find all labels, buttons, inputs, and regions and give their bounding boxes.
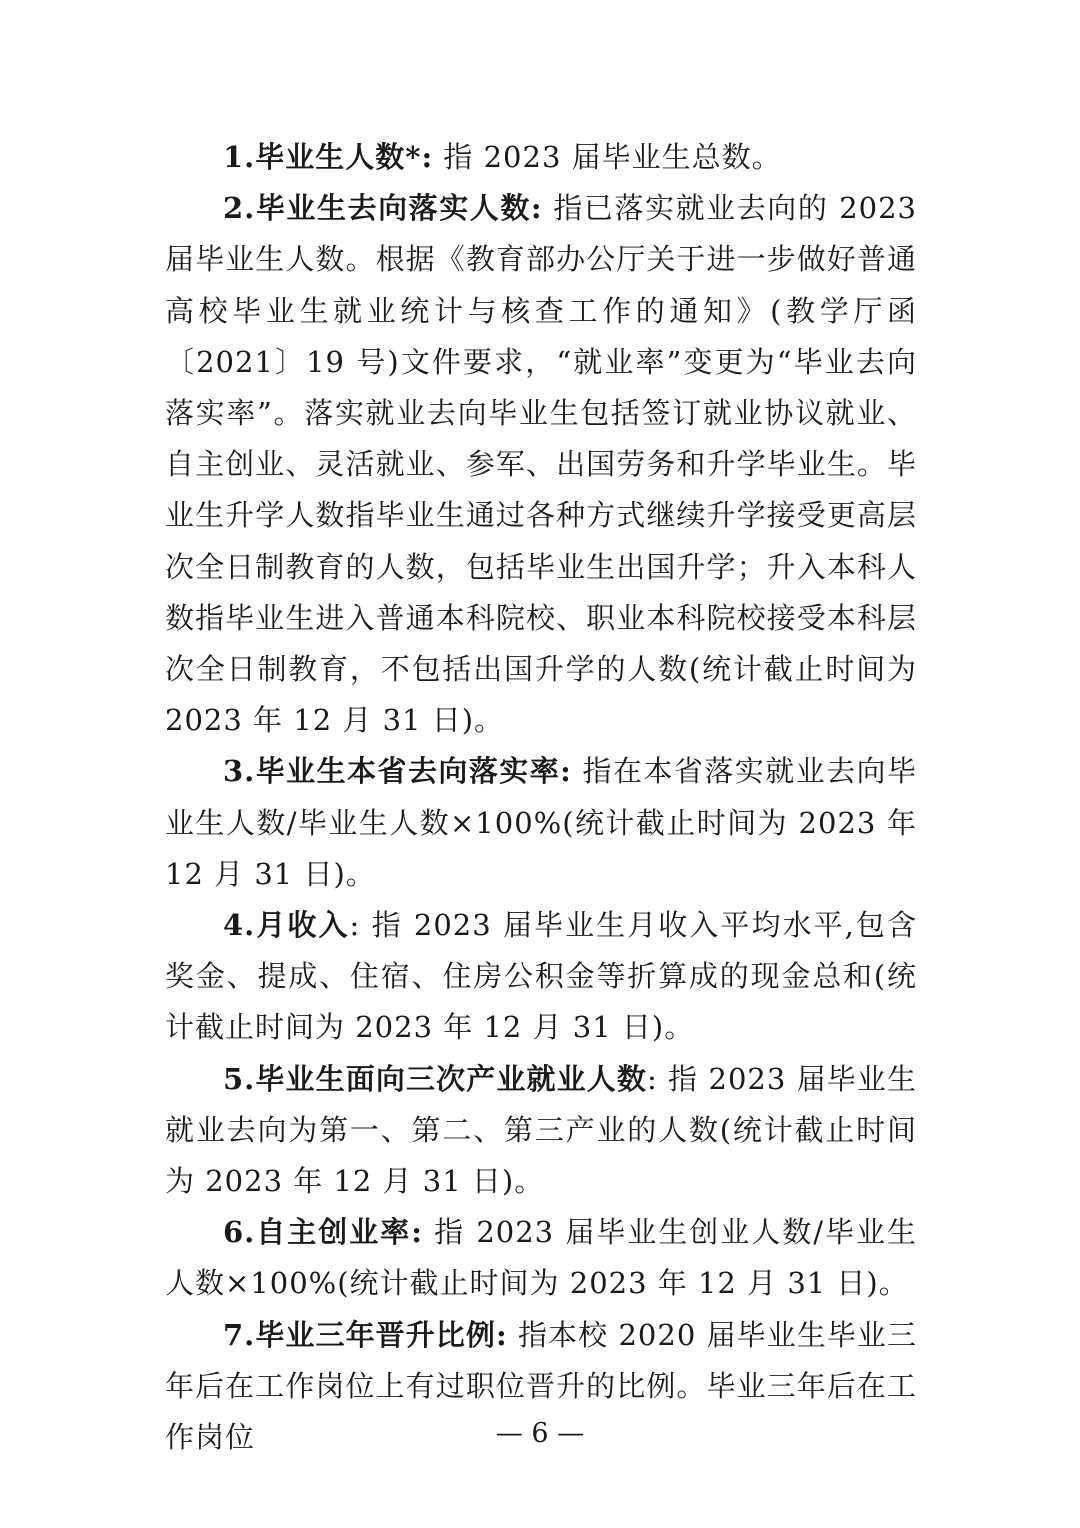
definition-term: 3.毕业生本省去向落实率: [223, 754, 572, 789]
definition-text: 指在本省落实就业去向毕业生人数/毕业生人数×100%(统计截止时间为 2023 年 12 月 31 日)。 [165, 754, 918, 891]
definition-term: 1.毕业生人数*: [223, 140, 434, 174]
definition-text: 指 2023 届毕业生总数。 [433, 140, 782, 174]
definition-text: 指本校 2020 届毕业生毕业三年后在工作岗位上有过职位晋升的比例。毕业三年后在工作岗位 [165, 1317, 917, 1455]
definition-text: 指 2023 届毕业生创业人数/毕业生人数×100%(统计截止时间为 2023 年 12 月 31 日)。 [165, 1215, 917, 1301]
definition-term: 6.自主创业率: [223, 1215, 423, 1250]
definition-term: 5.毕业生面向三次产业就业人数 [223, 1061, 647, 1096]
document-body [165, 132, 917, 1463]
definition-term: 2.毕业生去向落实人数: [223, 191, 543, 226]
definition-term: 4.月收入 [223, 908, 350, 943]
definition-paragraph-3 [165, 746, 917, 900]
definition-paragraph-1 [165, 132, 917, 183]
definition-paragraph-4 [165, 900, 917, 1054]
page-number: — 6 — [495, 1418, 585, 1449]
definition-term: 7.毕业三年晋升比例: [223, 1317, 508, 1352]
definition-paragraph-5 [165, 1054, 917, 1208]
definition-text: : 指 2023 届毕业生月收入平均水平,包含奖金、提成、住宿、住房公积金等折算成的现金总和(统计截止时间为 2023 年 12 月 31 日)。 [165, 908, 917, 1045]
definition-text: : 指 2023 届毕业生就业去向为第一、第二、第三产业的人数(统计截止时间为 2023 年 12 月 31 日)。 [165, 1061, 917, 1199]
definition-text: 指已落实就业去向的 2023 届毕业生人数。根据《教育部办公厅关于进一步做好普通高校毕业生就业统计与核查工作的通知》(教学厅函〔2021〕19 号)文件要求，“就业率”变更为“毕业去向落实率”。落实就业去向毕业生包括签订就业协议就业、自主创业、灵活就业、参军、出国劳务和升学毕业生。毕业生升学人数指毕业生通过各种方式继续升学接受更高层次全日制教育的人数，包括毕业生出国升学；升入本科人数指毕业生进入普通本科院校、职业本科院校接受本科层次全日制教育，不包括出国升学的人数(统计截止时间为 2023 年 12 月 31 日)。 [165, 191, 917, 738]
definition-paragraph-2 [165, 183, 917, 746]
definition-paragraph-6 [165, 1207, 917, 1309]
